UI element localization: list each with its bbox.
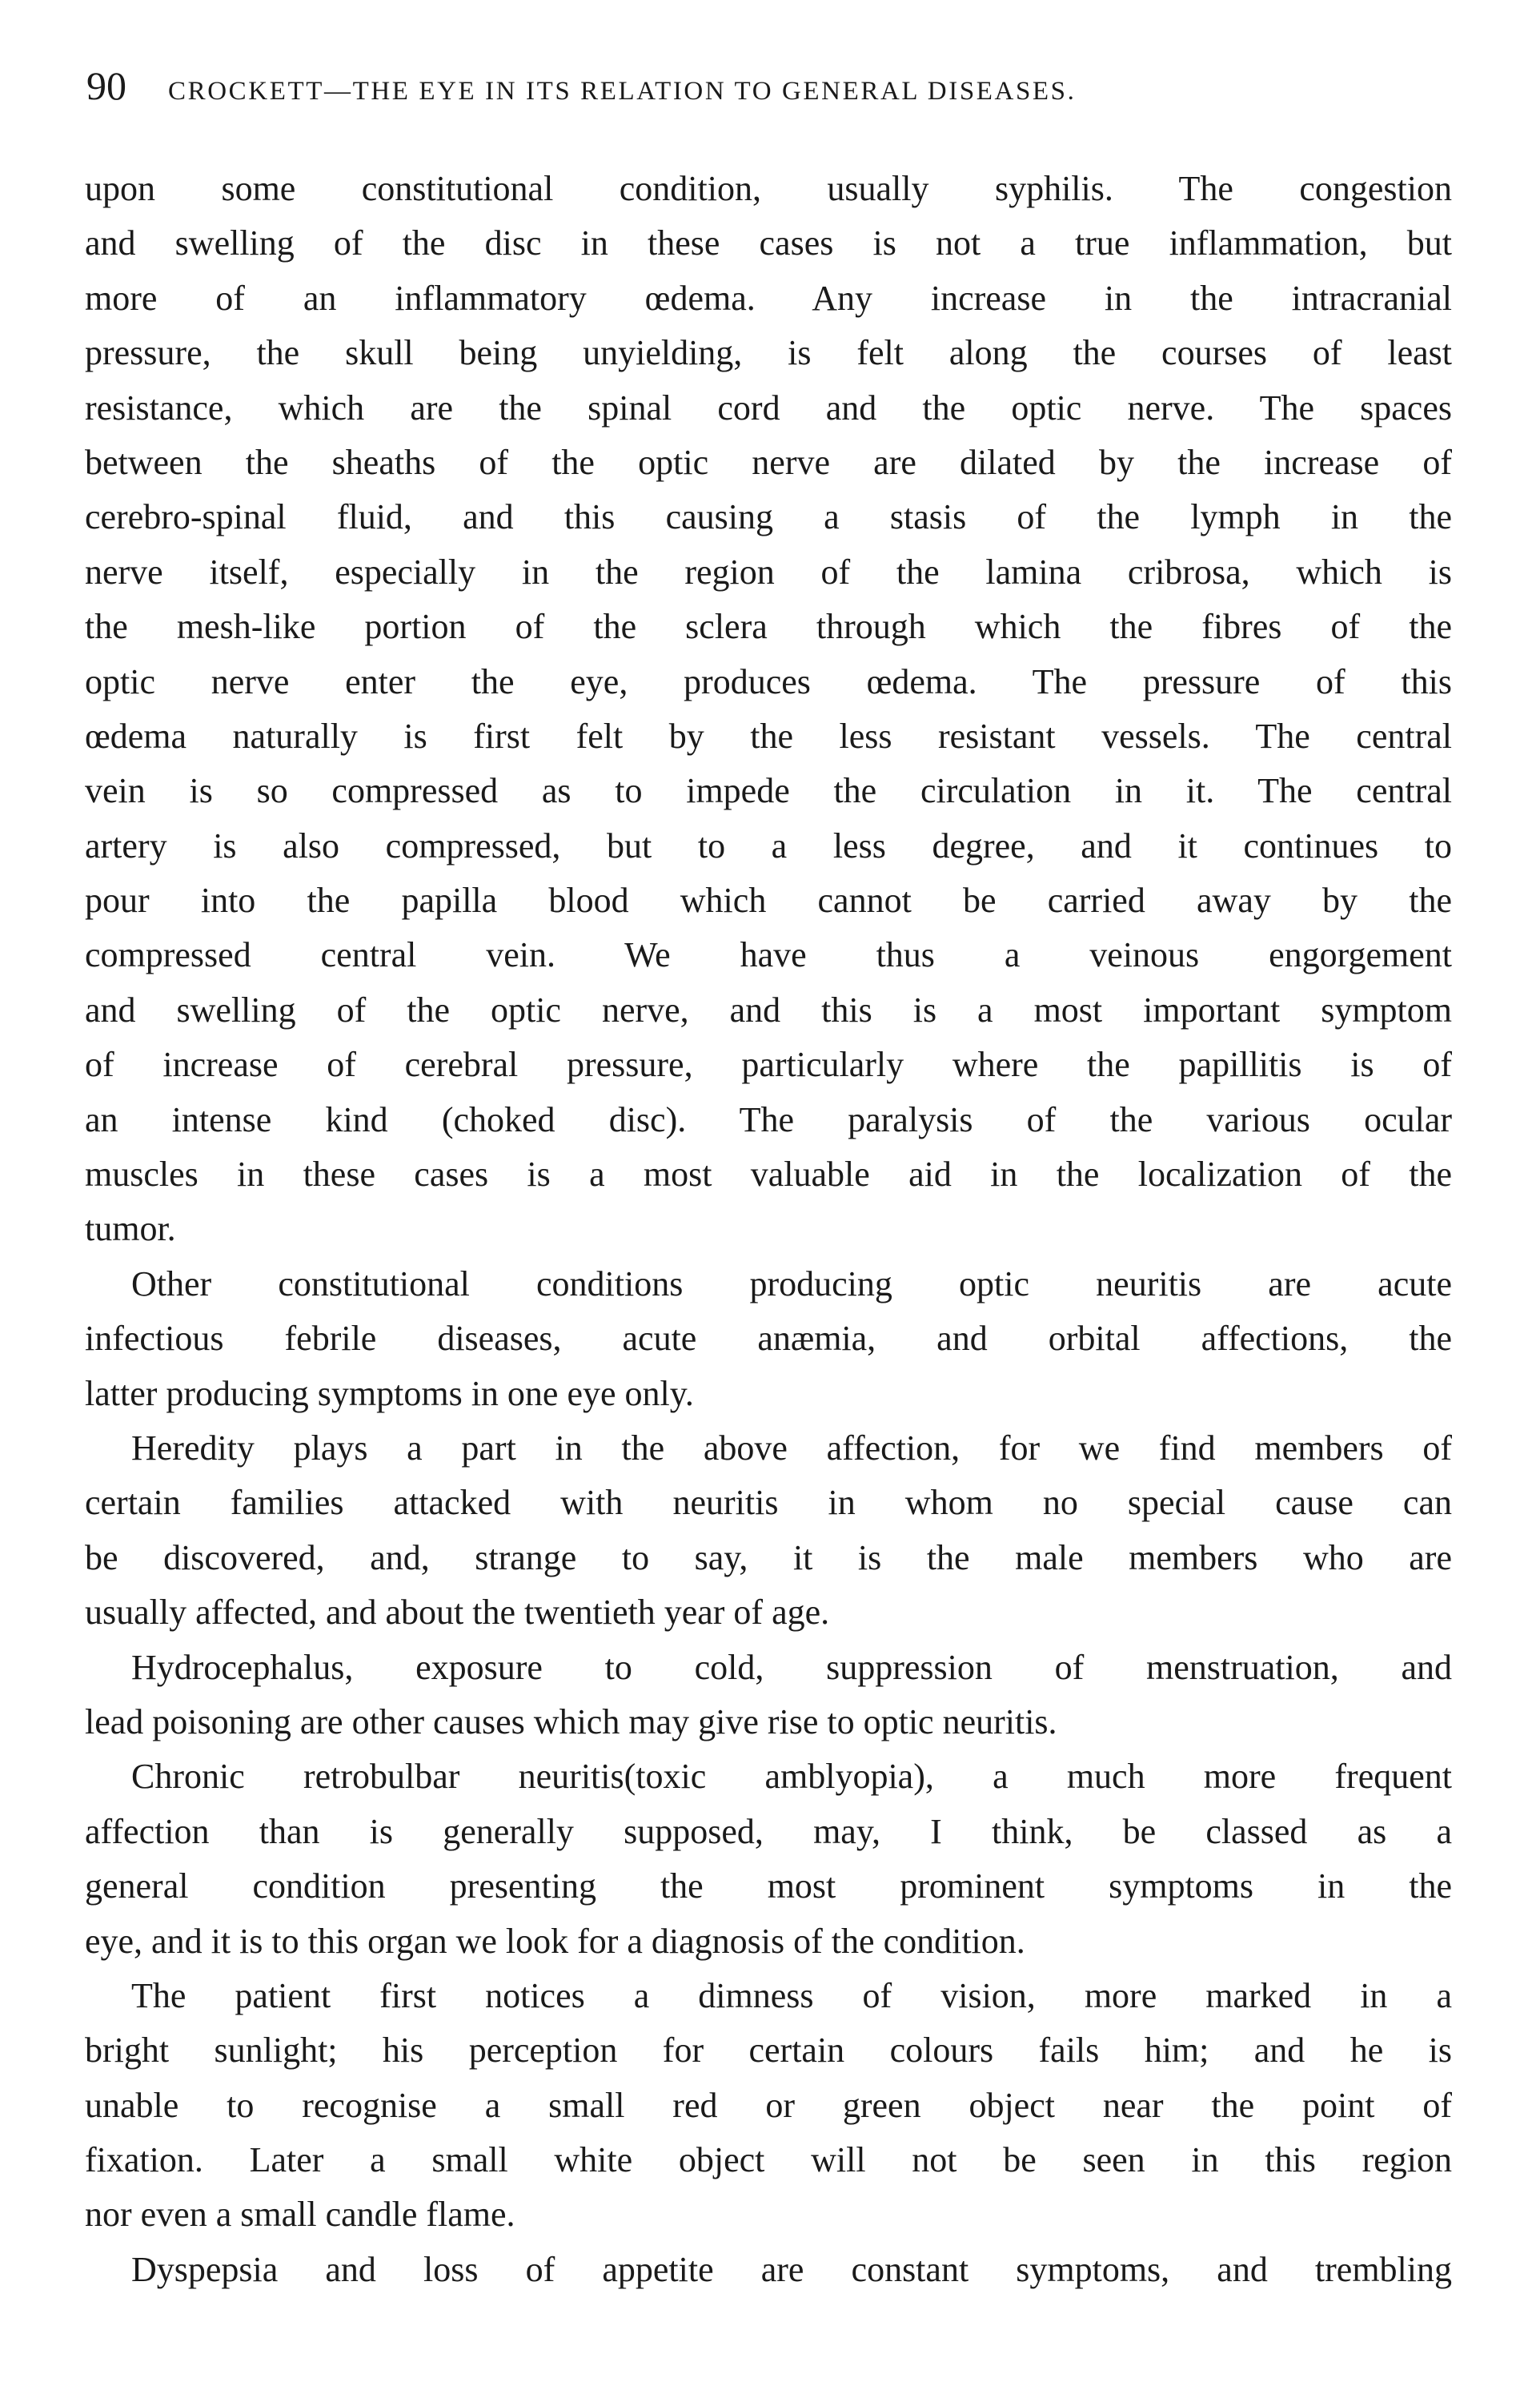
text-line: infectious febrile diseases, acute anæmia, and orbital affections, the (85, 1319, 1452, 1359)
text-line: lead poisoning are other causes which may give rise to optic neuritis. (85, 1701, 1057, 1741)
text-line: latter producing symptoms in one eye only. (85, 1373, 694, 1413)
text-line: Heredity plays a part in the above affection, for we find members of (131, 1428, 1452, 1468)
text-line: certain families attacked with neuritis in whom no special cause can (85, 1483, 1452, 1523)
text-line: general condition presenting the most prominent symptoms in the (85, 1866, 1452, 1906)
page-number: 90 (86, 63, 126, 108)
text-line: resistance, which are the spinal cord and the optic nerve. The spaces (85, 388, 1452, 428)
text-line: upon some constitutional condition, usually syphilis. The congestion (85, 169, 1452, 208)
text-line: the mesh-like portion of the sclera through which the fibres of the (85, 607, 1452, 647)
running-head (86, 62, 1447, 109)
text-line: unable to recognise a small red or green object near the point of (85, 2085, 1452, 2125)
text-line: an intense kind (choked disc). The paralysis of the various ocular (85, 1099, 1452, 1139)
text-line: tumor. (85, 1209, 176, 1249)
text-line: nor even a small candle flame. (85, 2195, 515, 2235)
text-line: compressed central vein. We have thus a veinous engorgement (85, 935, 1452, 975)
text-line: and swelling of the disc in these cases is not a true inflammation, but (85, 223, 1452, 263)
text-line: optic nerve enter the eye, produces œdema. The pressure of this (85, 661, 1452, 701)
text-line: artery is also compressed, but to a less degree, and it continues to (85, 825, 1452, 866)
text-line: pressure, the skull being unyielding, is felt along the courses of least (85, 333, 1452, 373)
text-line: affection than is generally supposed, may, I think, be classed as a (85, 1811, 1452, 1851)
text-line: Chronic retrobulbar neuritis(toxic amblyopia), a much more frequent (131, 1757, 1452, 1797)
text-line: vein is so compressed as to impede the circulation in it. The central (85, 771, 1452, 811)
text-line: œdema naturally is first felt by the less resistant vessels. The central (85, 716, 1452, 756)
text-line: Other constitutional conditions producing optic neuritis are acute (131, 1263, 1452, 1303)
text-line: fixation. Later a small white object will not be seen in this region (85, 2140, 1452, 2180)
text-line: muscles in these cases is a most valuable aid in the localization of the (85, 1155, 1452, 1195)
text-line: pour into the papilla blood which cannot be carried away by the (85, 881, 1452, 921)
text-line: and swelling of the optic nerve, and this is a most important symptom (85, 990, 1452, 1030)
text-line: nerve itself, especially in the region of the lamina cribrosa, which is (85, 552, 1452, 592)
running-title: CROCKETT—THE EYE IN ITS RELATION TO GENERAL DISEASES. (168, 77, 1077, 106)
text-line: The patient first notices a dimness of vision, more marked in a (131, 1975, 1452, 2015)
text-line: cerebro-spinal fluid, and this causing a stasis of the lymph in the (85, 497, 1452, 537)
text-line: between the sheaths of the optic nerve are dilated by the increase of (85, 442, 1452, 482)
text-line: bright sunlight; his perception for certain colours fails him; and he is (85, 2031, 1452, 2071)
text-line: Dyspepsia and loss of appetite are constant symptoms, and trembling (131, 2249, 1452, 2289)
text-line: usually affected, and about the twentieth year of age. (85, 1593, 830, 1633)
text-line: eye, and it is to this organ we look for a diagnosis of the condition. (85, 1921, 1025, 1961)
text-line: more of an inflammatory œdema. Any increase in the intracranial (85, 278, 1452, 318)
body-text (85, 162, 1452, 2297)
text-line: of increase of cerebral pressure, particularly where the papillitis is of (85, 1045, 1452, 1085)
text-line: Hydrocephalus, exposure to cold, suppression of menstruation, and (131, 1647, 1452, 1687)
text-line: be discovered, and, strange to say, it is the male members who are (85, 1537, 1452, 1577)
